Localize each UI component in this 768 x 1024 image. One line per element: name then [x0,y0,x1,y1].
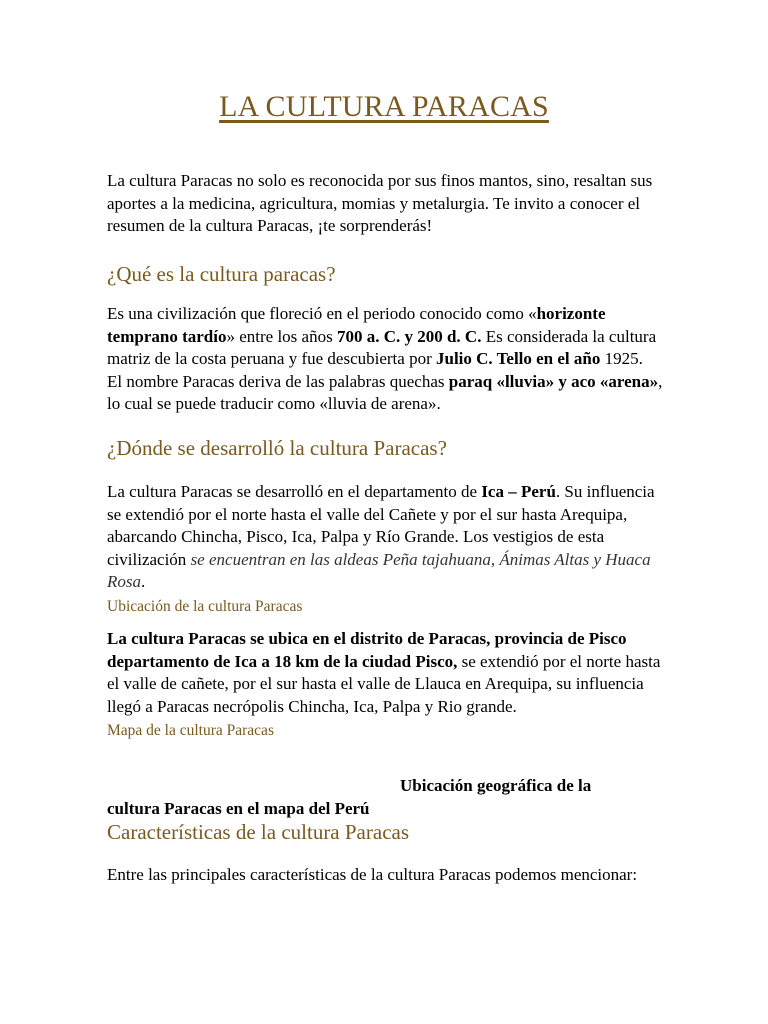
section-what-is [107,261,667,287]
text-span: . [141,572,146,591]
bold-span: Julio C. Tello en el año [436,349,601,368]
section-where [107,435,667,461]
intro-paragraph [107,170,667,238]
subheading-map: Mapa de la cultura Paracas [107,722,274,739]
section-heading-where: ¿Dónde se desarrolló la cultura Paracas? [107,436,447,460]
bold-span: horizonte temprano tardío [107,304,606,346]
text-span: 1925. [600,349,643,368]
section-characteristics-body [107,864,667,887]
what-is-paragraph-1 [107,303,667,371]
text-span: . Su influencia se extendió por el norte hasta el valle del Cañete y por el sur hasta Arequipa, abarcando Chincha, Pisco, Ica, Palpa y Río Grande. Los vestigios de esta civilización [107,482,655,569]
bold-span: paraq «lluvia» y aco «arena» [448,371,659,391]
text-span: Es una civilización que floreció en el periodo conocido como « [107,304,537,323]
page-title: LA CULTURA PARACAS [219,90,549,123]
text-span: Es considerada la cultura matriz de la costa peruana y fue descubierta por [107,326,657,368]
section-characteristics [107,819,667,845]
map-caption-line-2: cultura Paracas en el mapa del Perú [107,798,370,818]
text-span: , lo cual se puede traducir como «lluvia de arena». [107,371,663,413]
bold-span: 700 a. C. y 200 d. C. [336,326,482,346]
subheading-location: Ubicación de la cultura Paracas [107,597,303,615]
section-location-body [107,628,667,741]
characteristics-paragraph: Entre las principales características de la cultura Paracas podemos mencionar: [107,865,638,884]
map-caption-line-1: Ubicación geográfica de la [400,776,592,795]
text-span: El nombre Paracas deriva de las palabras quechas [107,371,449,391]
bold-span: Ica – Perú [481,482,556,501]
section-heading-characteristics: Características de la cultura Paracas [107,820,410,844]
where-paragraph [107,481,667,594]
section-heading-what-is: ¿Qué es la cultura paracas? [107,262,336,286]
section-what-is-body [107,303,667,416]
text-span: » entre los años [226,326,337,346]
bold-span: La cultura Paracas se ubica en el distrito de Paracas, provincia de Pisco departamento de Ica a 18 km de la ciudad Pisco, [107,629,627,671]
intro-text: La cultura Paracas no solo es reconocida por sus finos mantos, sino, resaltan sus aportes a la medicina, agricultura, momias y metalurgia. Te invito a conocer el resumen de la cultura Paracas, ¡te sorprenderás! [107,171,653,235]
text-span: se extendió por el norte hasta el valle de cañete, por el sur hasta el valle de Llauca en Arequipa, su influencia llegó a Paracas necrópolis Chincha, Ica, Palpa y Rio grande. [107,651,661,716]
location-paragraph [107,628,667,718]
what-is-paragraph-2 [107,371,667,416]
text-span: La cultura Paracas se desarrolló en el departamento de [107,482,482,501]
map-caption [107,775,667,820]
italic-span: se encuentran en las aldeas Peña tajahuana, Ánimas Altas y Huaca Rosa [107,549,651,591]
section-where-body [107,481,667,617]
